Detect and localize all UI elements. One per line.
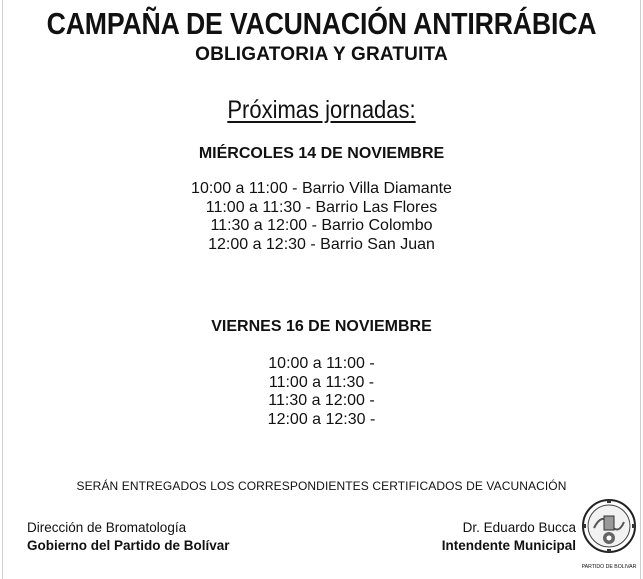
schedule-slot: 11:00 a 11:30 - Barrio Las Flores: [205, 198, 438, 216]
footer-left-signature: [27, 519, 230, 555]
schedule-slot: 11:30 a 12:00 -: [268, 392, 375, 409]
seal-caption: PARTIDO DE BOLIVAR: [581, 564, 637, 570]
footer-right-signature: [442, 519, 576, 555]
mayor-name: Dr. Eduardo Bucca: [462, 520, 576, 535]
schedule-slot: 10:00 a 11:00 -: [268, 355, 375, 372]
day-heading-wednesday: MIÉRCOLES 14 DE NOVIEMBRE: [198, 145, 445, 162]
department-name: Dirección de Bromatología: [27, 520, 187, 535]
government-name: Gobierno del Partido de Bolívar: [27, 538, 230, 553]
upcoming-heading: Próximas jornadas:: [227, 96, 416, 124]
schedule-list-friday: [0, 355, 643, 429]
day-heading-friday: VIERNES 16 DE NOVIEMBRE: [211, 318, 432, 335]
campaign-subtitle: OBLIGATORIA Y GRATUITA: [195, 44, 448, 65]
campaign-title: CAMPAÑA DE VACUNACIÓN ANTIRRÁBICA: [46, 6, 597, 41]
municipal-seal-icon: [580, 494, 638, 578]
schedule-slot: 11:00 a 11:30 -: [268, 373, 375, 391]
certificate-note: SERÁN ENTREGADOS LOS CORRESPONDIENTES CERTIFICADOS DE VACUNACIÓN: [76, 479, 567, 493]
mayor-role: Intendente Municipal: [441, 538, 576, 553]
schedule-list-wednesday: [0, 180, 643, 254]
schedule-slot: 11:30 a 12:00 - Barrio Colombo: [210, 217, 433, 234]
schedule-slot: 12:00 a 12:30 - Barrio San Juan: [208, 235, 435, 253]
schedule-slot: 10:00 a 11:00 - Barrio Villa Diamante: [191, 180, 452, 197]
schedule-slot: 12:00 a 12:30 -: [267, 410, 376, 428]
